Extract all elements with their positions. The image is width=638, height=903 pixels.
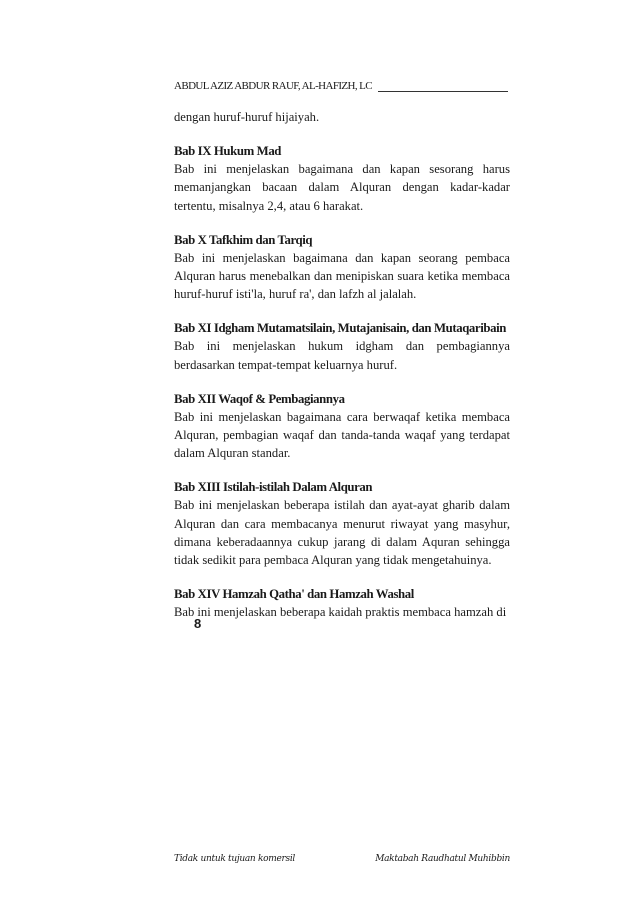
- section-title: Bab X Tafkhim dan Tarqiq: [174, 232, 313, 247]
- section-bab-x: [174, 231, 510, 304]
- section-title: Bab XI Idgham Mutamatsilain, Mutajanisain, dan Mutaqaribain: [174, 321, 506, 336]
- section-bab-ix: [174, 142, 510, 215]
- section-title: Bab XIV Hamzah Qatha' dan Hamzah Washal: [174, 587, 414, 602]
- section-title: Bab XIII Istilah-istilah Dalam Alquran: [174, 480, 373, 495]
- section-bab-xiii: [174, 478, 510, 569]
- header-rule: [378, 83, 508, 92]
- section-body: Bab ini menjelaskan beberapa istilah dan ayat-ayat gharib dalam Alquran dan cara membacanya menurut riwayat yang masyhur, dimana keberadaannya cukup jarang di dalam Aquran sehingga tidak sedikit para pembaca Alquran yang tidak mengetahuinya.: [174, 498, 510, 568]
- footer-left-text: Tidak untuk tujuan komersil: [174, 854, 295, 864]
- section-body: Bab ini menjelaskan bagaimana dan kapan sesorang harus memanjangkan bacaan dalam Alquran dengan kadar-kadar tertentu, misalnya 2,4, atau 6 harakat.: [174, 162, 510, 213]
- footer-right-text: Maktabah Raudhatul Muhibbin: [375, 854, 510, 864]
- running-head-text: ABDUL AZIZ ABDUR RAUF, AL-HAFIZH, LC: [174, 80, 373, 92]
- running-header: [174, 80, 508, 92]
- section-body: Bab ini menjelaskan hukum idgham dan pembagiannya berdasarkan tempat-tempat keluarnya huruf.: [174, 339, 510, 372]
- page-content: [174, 108, 510, 621]
- section-bab-xii: [174, 390, 510, 463]
- section-bab-xiv: [174, 585, 510, 621]
- page-footer: [174, 854, 510, 864]
- section-title: Bab XII Waqof & Pembagiannya: [174, 391, 345, 406]
- section-body: Bab ini menjelaskan beberapa kaidah praktis membaca hamzah di: [174, 605, 507, 620]
- section-body: Bab ini menjelaskan bagaimana dan kapan seorang pembaca Alquran harus menebalkan dan menipiskan suara ketika membaca huruf-huruf isti'la, huruf ra', dan lafzh al jalalah.: [174, 250, 510, 302]
- page-number: 8: [194, 616, 202, 631]
- section-title: Bab IX Hukum Mad: [174, 144, 282, 159]
- intro-line: dengan huruf-huruf hijaiyah.: [174, 110, 320, 124]
- section-body: Bab ini menjelaskan bagaimana cara berwaqaf ketika membaca Alquran, pembagian waqaf dan tanda-tanda waqaf yang terdapat dalam Alquran standar.: [174, 409, 510, 461]
- section-bab-xi: [174, 319, 510, 373]
